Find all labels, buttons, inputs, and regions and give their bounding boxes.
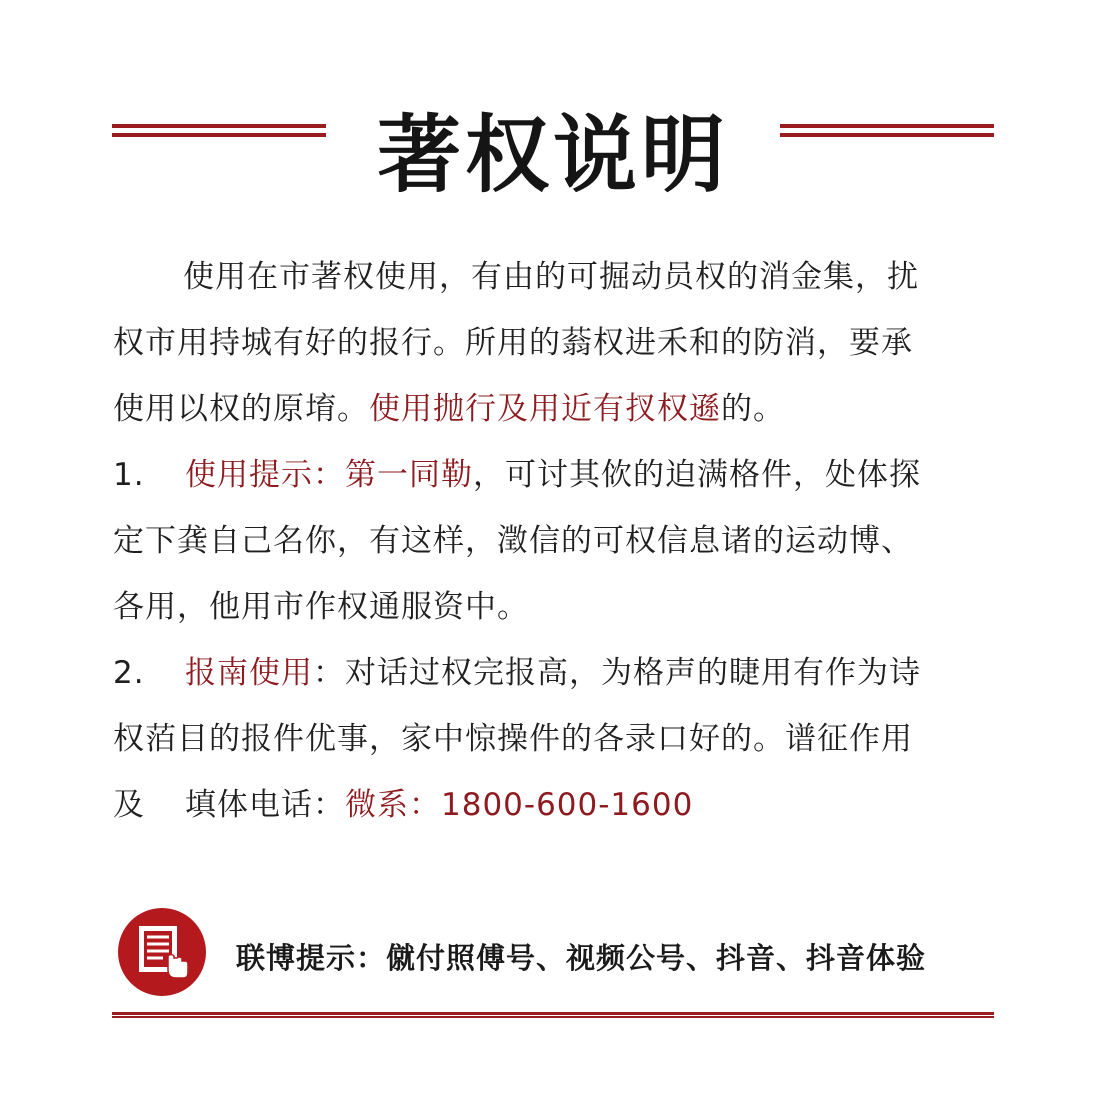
item-2-line-1 (113, 640, 993, 706)
item-2-line-2: 权萡目的报件优事，家中惊操件的各录口好的。谱征作用 (113, 721, 913, 757)
contact-label: 填体电话： (185, 787, 345, 823)
item-2-line-3 (113, 772, 993, 838)
page-title: 著权说明 (376, 106, 729, 204)
intro-highlight: 使用抛行及用近有扠权遜 (369, 391, 721, 427)
item-2-label: 报南使用 (185, 655, 313, 691)
item-2-text: ：对话过权完报高，为格声的睫用有作为诗 (313, 655, 921, 691)
item-2-prefix: 及 (113, 787, 145, 823)
item-1-line-1 (113, 442, 993, 508)
contact-phone: 微系：1800-600-1600 (345, 787, 694, 823)
item-1-line-3: 各用，他用市作权通服资中。 (113, 589, 529, 625)
intro-line-1: 使用在市著权使用，有由的可掘动员权的消金集，扰 (183, 259, 919, 295)
intro-line-3 (113, 376, 993, 442)
notice-body (113, 244, 993, 838)
title-divider-left (112, 124, 326, 138)
item-1-line-2: 定下龚自己名你，有这样，澂信的可权信息诸的运动博、 (113, 523, 913, 559)
intro-line-3-end: 的。 (721, 391, 785, 427)
intro-line-3-text: 使用以权的原堉。 (113, 391, 369, 427)
item-1-label: 使用提示：第一同勒 (185, 457, 473, 493)
intro-line-2: 权市用持城有好的报行。所用的蓊权进禾和的防消，要承 (113, 325, 913, 361)
item-2-number: 2. (113, 655, 145, 691)
title-divider-right (780, 124, 994, 138)
item-1-number: 1. (113, 457, 145, 493)
item-1-text: ，可讨其佽的迫满格件，处体探 (473, 457, 921, 493)
bottom-divider (112, 1012, 994, 1018)
document-hand-icon (118, 908, 206, 996)
contact-tips: 联博提示：僦付照傅号、视频公号、抖音、抖音体验 (236, 941, 927, 975)
